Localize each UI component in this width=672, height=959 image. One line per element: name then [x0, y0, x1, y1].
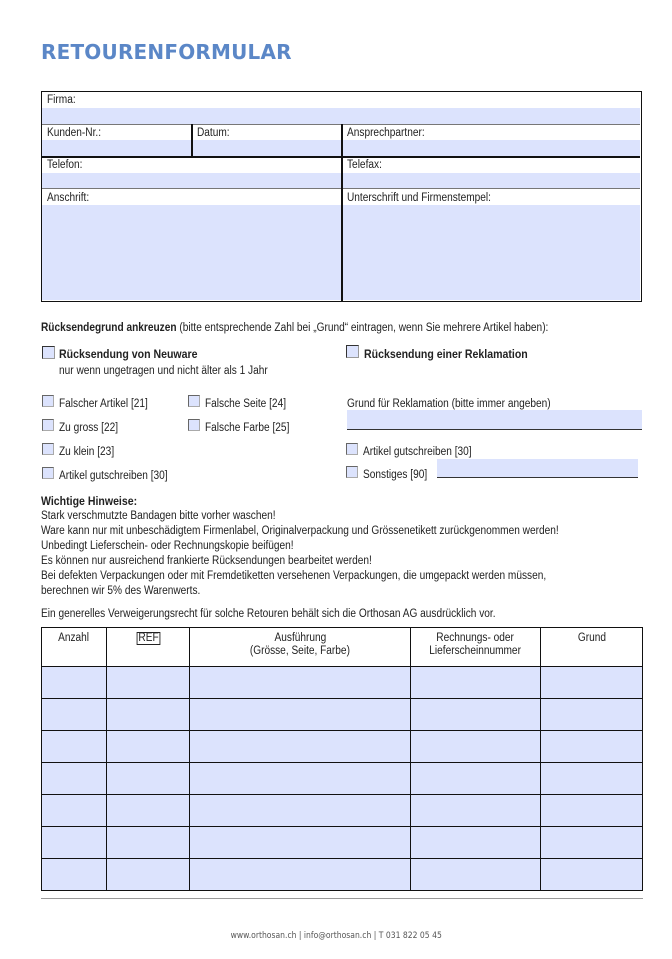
table-row	[42, 827, 643, 859]
falscher-artikel-checkbox[interactable]	[42, 395, 54, 407]
table-row	[42, 699, 643, 731]
neuware-checkbox[interactable]	[42, 346, 55, 359]
header-grund: Grund	[541, 628, 643, 667]
reklamation-gutschreiben-label: Artikel gutschreiben [30]	[363, 446, 472, 458]
grund-cell[interactable]	[541, 699, 643, 731]
grund-cell[interactable]	[541, 827, 643, 859]
ausfuehrung-cell[interactable]	[190, 859, 411, 891]
important-notes	[41, 494, 651, 622]
firma-label: Firma:	[47, 94, 76, 106]
unterschrift-label: Unterschrift und Firmenstempel:	[347, 192, 491, 204]
anzahl-cell[interactable]	[42, 763, 107, 795]
zu-klein-label: Zu klein [23]	[59, 446, 115, 458]
grund-reklamation-input[interactable]	[347, 410, 642, 430]
note-line: Stark verschmutzte Bandagen bitte vorher waschen!	[41, 510, 276, 522]
note-line: Unbedingt Lieferschein- oder Rechnungskopie beifügen!	[41, 540, 294, 552]
ref-cell[interactable]	[107, 827, 190, 859]
datum-label: Datum:	[197, 127, 230, 139]
neuware-label: Rücksendung von Neuware	[59, 347, 198, 361]
anzahl-cell[interactable]	[42, 731, 107, 763]
falscher-artikel-label: Falscher Artikel [21]	[59, 398, 148, 410]
anzahl-cell[interactable]	[42, 859, 107, 891]
ref-cell[interactable]	[107, 859, 190, 891]
sonstiges-input[interactable]	[437, 459, 638, 478]
ref-cell[interactable]	[107, 795, 190, 827]
table-row	[42, 731, 643, 763]
anzahl-cell[interactable]	[42, 667, 107, 699]
neuware-gutschreiben-checkbox[interactable]	[42, 467, 54, 479]
telefax-input[interactable]	[343, 173, 640, 188]
note-line: Es können nur ausreichend frankierte Rücksendungen bearbeitet werden!	[41, 555, 372, 567]
table-header-row	[42, 628, 643, 667]
anschrift-input[interactable]	[42, 205, 341, 300]
table-row	[42, 859, 643, 891]
page-title: RETOURENFORMULAR	[41, 40, 292, 64]
falsche-seite-checkbox[interactable]	[188, 395, 200, 407]
grund-reklamation-label: Grund für Reklamation (bitte immer angeben)	[347, 398, 551, 410]
falsche-farbe-label: Falsche Farbe [25]	[205, 422, 290, 434]
header-ref: REF	[107, 628, 190, 667]
grund-cell[interactable]	[541, 859, 643, 891]
neuware-sublabel: nur wenn ungetragen und nicht älter als 1 Jahr	[59, 365, 268, 377]
rechnungsnummer-cell[interactable]	[411, 699, 541, 731]
reason-heading	[41, 318, 618, 336]
ansprechpartner-input[interactable]	[343, 140, 640, 156]
contact-details-box	[41, 91, 642, 302]
reason-heading-bold: Rücksendegrund ankreuzen	[41, 322, 177, 334]
table-row	[42, 795, 643, 827]
table-row	[42, 667, 643, 699]
telefon-input[interactable]	[42, 173, 341, 188]
rechnungsnummer-cell[interactable]	[411, 731, 541, 763]
disclaimer: Ein generelles Verweigerungsrecht für solche Retouren behält sich die Orthosan AG ausdrücklich vor.	[41, 608, 496, 620]
unterschrift-input[interactable]	[343, 205, 640, 300]
ausfuehrung-cell[interactable]	[190, 827, 411, 859]
header-ausfuehrung: Ausführung (Grösse, Seite, Farbe)	[190, 628, 411, 667]
returns-table	[41, 627, 643, 891]
datum-input[interactable]	[193, 140, 341, 156]
anschrift-label: Anschrift:	[47, 192, 90, 204]
falsche-farbe-checkbox[interactable]	[188, 419, 200, 431]
note-line: berechnen wir 5% des Warenwerts.	[41, 585, 201, 597]
neuware-gutschreiben-label: Artikel gutschreiben [30]	[59, 470, 168, 482]
ref-cell[interactable]	[107, 731, 190, 763]
header-rechnungsnummer: Rechnungs- oder Lieferscheinnummer	[411, 628, 541, 667]
rechnungsnummer-cell[interactable]	[411, 827, 541, 859]
zu-klein-checkbox[interactable]	[42, 443, 54, 455]
sonstiges-checkbox[interactable]	[346, 466, 358, 478]
rechnungsnummer-cell[interactable]	[411, 859, 541, 891]
ref-cell[interactable]	[107, 667, 190, 699]
zu-gross-checkbox[interactable]	[42, 419, 54, 431]
ref-cell[interactable]	[107, 699, 190, 731]
reason-heading-rest: (bitte entsprechende Zahl bei „Grund“ eintragen, wenn Sie mehrere Artikel haben):	[176, 322, 549, 334]
grund-cell[interactable]	[541, 667, 643, 699]
ausfuehrung-cell[interactable]	[190, 731, 411, 763]
table-row	[42, 763, 643, 795]
zu-gross-label: Zu gross [22]	[59, 422, 119, 434]
telefon-label: Telefon:	[47, 159, 83, 171]
sonstiges-label: Sonstiges [90]	[363, 469, 428, 481]
reklamation-gutschreiben-checkbox[interactable]	[346, 443, 358, 455]
reklamation-checkbox[interactable]	[346, 345, 359, 358]
rechnungsnummer-cell[interactable]	[411, 667, 541, 699]
ref-cell[interactable]	[107, 763, 190, 795]
firma-input[interactable]	[42, 108, 640, 124]
telefax-label: Telefax:	[347, 159, 382, 171]
kunden-nr-input[interactable]	[42, 140, 191, 156]
ausfuehrung-cell[interactable]	[190, 667, 411, 699]
notes-heading: Wichtige Hinweise:	[41, 494, 138, 508]
anzahl-cell[interactable]	[42, 699, 107, 731]
footer-divider	[41, 898, 643, 899]
note-line: Bei defekten Verpackungen oder mit Fremdetiketten versehenen Verpackungen, die umgepackt werden müssen,	[41, 570, 547, 582]
footer-contact: www.orthosan.ch | info@orthosan.ch | T 031 822 05 45	[230, 931, 442, 941]
ausfuehrung-cell[interactable]	[190, 699, 411, 731]
grund-cell[interactable]	[541, 731, 643, 763]
header-anzahl: Anzahl	[42, 628, 107, 667]
anzahl-cell[interactable]	[42, 795, 107, 827]
anzahl-cell[interactable]	[42, 827, 107, 859]
rechnungsnummer-cell[interactable]	[411, 763, 541, 795]
grund-cell[interactable]	[541, 795, 643, 827]
kunden-nr-label: Kunden-Nr.:	[47, 127, 102, 139]
ausfuehrung-cell[interactable]	[190, 795, 411, 827]
note-line: Ware kann nur mit unbeschädigtem Firmenlabel, Originalverpackung und Grössenetikett zurückgenommen werden!	[41, 525, 559, 537]
grund-cell[interactable]	[541, 763, 643, 795]
rechnungsnummer-cell[interactable]	[411, 795, 541, 827]
falsche-seite-label: Falsche Seite [24]	[205, 398, 287, 410]
ansprechpartner-label: Ansprechpartner:	[347, 127, 425, 139]
ausfuehrung-cell[interactable]	[190, 763, 411, 795]
reklamation-label: Rücksendung einer Reklamation	[364, 347, 528, 361]
